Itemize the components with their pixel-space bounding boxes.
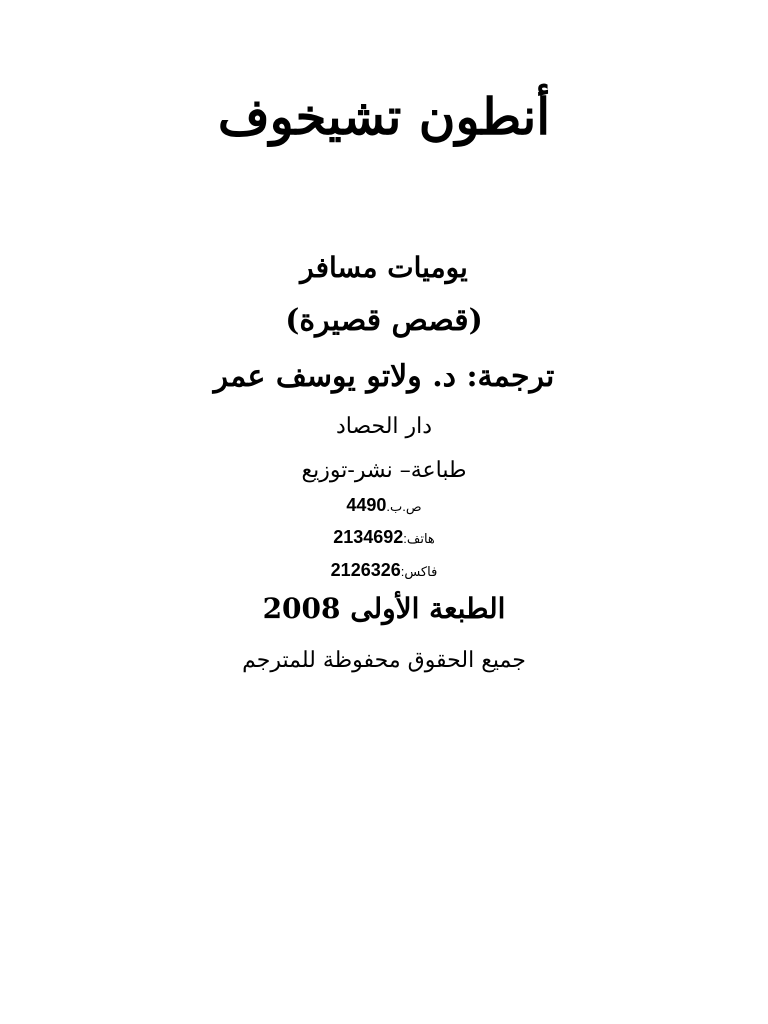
author-name: أنطون تشيخوف <box>217 87 551 146</box>
publisher-services: طباعة– نشر-توزيع <box>301 458 467 483</box>
publisher-name: دار الحصاد <box>335 414 433 439</box>
edition-line <box>0 592 768 625</box>
book-title: يوميات مسافر <box>300 251 468 284</box>
translator-credit: ترجمة: د. ولاتو يوسف عمر <box>213 359 555 394</box>
fax-line <box>0 561 768 579</box>
fax-number: 2126326 <box>330 560 401 580</box>
po-box-label: ص.ب. <box>386 499 422 514</box>
phone-number: 2134692 <box>333 527 404 547</box>
edition-year: 2008 <box>262 592 341 625</box>
phone-label: هاتف: <box>403 531 435 546</box>
po-box-line <box>0 496 768 514</box>
book-subtitle: (قصص قصيرة) <box>285 303 483 338</box>
po-box-number: 4490 <box>346 495 387 515</box>
phone-line <box>0 528 768 546</box>
copyright-notice: جميع الحقوق محفوظة للمترجم <box>242 648 526 673</box>
edition-label: الطبعة الأولى <box>350 592 506 625</box>
fax-label: فاكس: <box>400 564 438 579</box>
